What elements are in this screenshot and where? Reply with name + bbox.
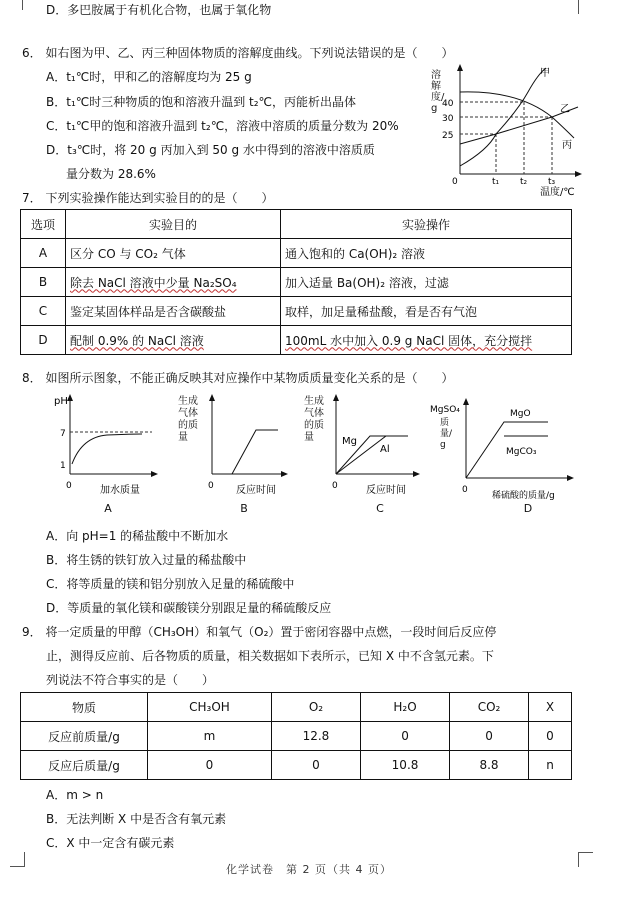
q9-option-c: C．X 中一定含有碳元素 [46, 836, 175, 850]
q6-y-label-text: 溶解度/g [431, 70, 445, 114]
table-row [21, 268, 572, 297]
q8-option-b: B．将生锈的铁钉放入过量的稀盐酸中 [46, 553, 247, 567]
wavy-text: 100mL 水中加入 0.9 g NaCl 固体，充分搅拌 [285, 333, 533, 348]
table-header-row [21, 210, 572, 239]
q8-d-mgo-label: MgO [510, 409, 531, 419]
q8-b-xlabel: 反应时间 [236, 485, 276, 496]
q8-graph-d [430, 392, 580, 504]
table-cell: 0 [271, 751, 360, 780]
table-cell: m [148, 722, 272, 751]
table-cell: 0 [450, 722, 529, 751]
table-cell: 区分 CO 与 CO₂ 气体 [66, 239, 281, 268]
q8-a-tick-1: 1 [60, 461, 66, 471]
q8-d-ylabel-2: 质量/g [440, 418, 453, 450]
q8-a-xlabel: 加水质量 [100, 485, 140, 496]
q6-label-jia: 甲 [540, 68, 550, 79]
q8-b-ylabel: 生成气体的质量 [178, 396, 198, 443]
q7-header-purpose: 实验目的 [66, 210, 281, 239]
q8-option-a: A．向 pH=1 的稀盐酸中不断加水 [46, 529, 229, 543]
q6-option-c: C．t₁℃甲的饱和溶液升温到 t₂℃，溶液中溶质的质量分数为 20% [46, 119, 399, 133]
table-cell: A [21, 239, 66, 268]
q9-header-co2: CO₂ [450, 693, 529, 722]
q9-header-ch3oh: CH₃OH [148, 693, 272, 722]
q8-option-d: D．等质量的氧化镁和碳酸镁分别跟足量的稀硫酸反应 [46, 601, 332, 615]
q9-stem-line2: 止，测得反应前、后各物质的质量，相关数据如下表所示，已知 X 中不含氢元素。下 [46, 649, 494, 663]
corner-mark-top-right [578, 0, 593, 14]
table-cell [281, 326, 572, 355]
table-cell: 反应前质量/g [21, 722, 148, 751]
q8-d-mgco3-label: MgCO₃ [506, 447, 537, 457]
q6-option-a: A．t₁℃时，甲和乙的溶解度均为 25 g [46, 70, 252, 84]
q8-a-tick-7: 7 [60, 429, 66, 439]
table-row [21, 326, 572, 355]
q7-header-option: 选项 [21, 210, 66, 239]
q6-option-d-line1: D．t₃℃时，将 20 g 丙加入到 50 g 水中得到的溶液中溶质质 [46, 143, 375, 157]
q7-stem: 7． 下列实验操作能达到实验目的的是（ ） [22, 191, 274, 205]
q8-c-origin: 0 [332, 481, 338, 491]
q6-tick-30: 30 [442, 114, 454, 124]
q8-option-c: C．将等质量的镁和铝分别放入足量的稀硫酸中 [46, 577, 295, 591]
q6-tick-25: 25 [442, 131, 454, 141]
table-cell: 反应后质量/g [21, 751, 148, 780]
table-cell: 通入饱和的 Ca(OH)₂ 溶液 [281, 239, 572, 268]
table-cell [66, 326, 281, 355]
q6-tick-t1: t₁ [492, 177, 500, 187]
q5-option-d: D．多巴胺属于有机化合物，也属于氧化物 [46, 3, 272, 17]
q8-letter-a: A [104, 502, 112, 515]
q8-letter-c: C [376, 502, 384, 515]
q6-option-d-line2: 量分数为 28.6% [66, 167, 156, 181]
table-cell: 0 [148, 751, 272, 780]
table-row [21, 751, 572, 780]
table-cell: B [21, 268, 66, 297]
table-cell: 0 [528, 722, 571, 751]
table-cell: n [528, 751, 571, 780]
q6-label-bing: 丙 [562, 140, 572, 151]
q8-c-al-label: Al [380, 444, 390, 455]
q9-header-substance: 物质 [21, 693, 148, 722]
q8-b-origin: 0 [208, 481, 214, 491]
q9-stem-line1: 9． 将一定质量的甲醇（CH₃OH）和氧气（O₂）置于密闭容器中点燃，一段时间后反应停 [22, 625, 497, 639]
q7-header-operation: 实验操作 [281, 210, 572, 239]
q6-option-b: B．t₁℃时三种物质的饱和溶液升温到 t₂℃，丙能析出晶体 [46, 95, 357, 109]
q6-tick-t2: t₂ [520, 177, 528, 187]
q8-d-ylabel-1: MgSO₄ [430, 405, 460, 415]
q8-d-origin: 0 [462, 485, 468, 495]
q6-tick-40: 40 [442, 99, 454, 109]
q9-header-x: X [528, 693, 571, 722]
q9-header-o2: O₂ [271, 693, 360, 722]
q6-tick-t3: t₃ [548, 177, 556, 187]
q8-letter-d: D [523, 502, 533, 515]
wavy-text: 除去 NaCl 溶液中少量 Na₂SO₄ [70, 275, 237, 290]
table-header-row [21, 693, 572, 722]
table-cell: 加入适量 Ba(OH)₂ 溶液，过滤 [281, 268, 572, 297]
q8-d-xlabel: 稀硫酸的质量/g [492, 491, 555, 501]
table-cell [66, 268, 281, 297]
q8-b-line [232, 430, 278, 474]
table-cell: 12.8 [271, 722, 360, 751]
q8-graph-a [52, 392, 162, 500]
q9-option-a: A．m > n [46, 788, 104, 802]
table-cell: 鉴定某固体样品是否含碳酸盐 [66, 297, 281, 326]
q6-label-yi: 乙 [560, 104, 570, 115]
q9-stem-line3: 列说法不符合事实的是（ ） [46, 673, 215, 687]
q6-origin: 0 [452, 177, 458, 187]
table-cell: 10.8 [361, 751, 450, 780]
q6-x-label: 温度/℃ [540, 187, 575, 196]
q6-y-label-vertical [431, 70, 443, 114]
table-row [21, 239, 572, 268]
table-row [21, 297, 572, 326]
table-cell: 0 [361, 722, 450, 751]
q9-option-b: B．无法判断 X 中是否含有氧元素 [46, 812, 227, 826]
table-cell: C [21, 297, 66, 326]
q8-letter-b: B [240, 502, 248, 515]
q9-header-h2o: H₂O [361, 693, 450, 722]
table-cell: 8.8 [450, 751, 529, 780]
q8-stem: 8． 如图所示图象，不能正确反映其对应操作中某物质质量变化关系的是（ ） [22, 371, 454, 385]
q8-c-xlabel: 反应时间 [366, 485, 406, 496]
q9-table [20, 692, 572, 780]
q6-solubility-graph [428, 62, 588, 196]
table-cell: D [21, 326, 66, 355]
q6-y-arrow [457, 64, 463, 71]
q8-a-ylabel: pH [54, 396, 68, 407]
table-row [21, 722, 572, 751]
corner-mark-top-left [22, 0, 23, 10]
q8-a-curve [72, 434, 142, 464]
q6-stem: 6． 如右图为甲、乙、丙三种固体物质的溶解度曲线。下列说法错误的是（ ） [22, 46, 454, 60]
q8-a-origin: 0 [66, 481, 72, 491]
q7-table [20, 209, 572, 355]
q8-c-mg-label: Mg [342, 436, 357, 447]
table-cell: 取样，加足量稀盐酸，看是否有气泡 [281, 297, 572, 326]
page-footer: 化学试卷 第 2 页（共 4 页） [226, 863, 392, 876]
wavy-text: 配制 0.9% 的 NaCl 溶液 [70, 333, 204, 348]
q6-x-arrow [575, 171, 582, 177]
q8-c-ylabel: 生成气体的质量 [304, 396, 324, 443]
